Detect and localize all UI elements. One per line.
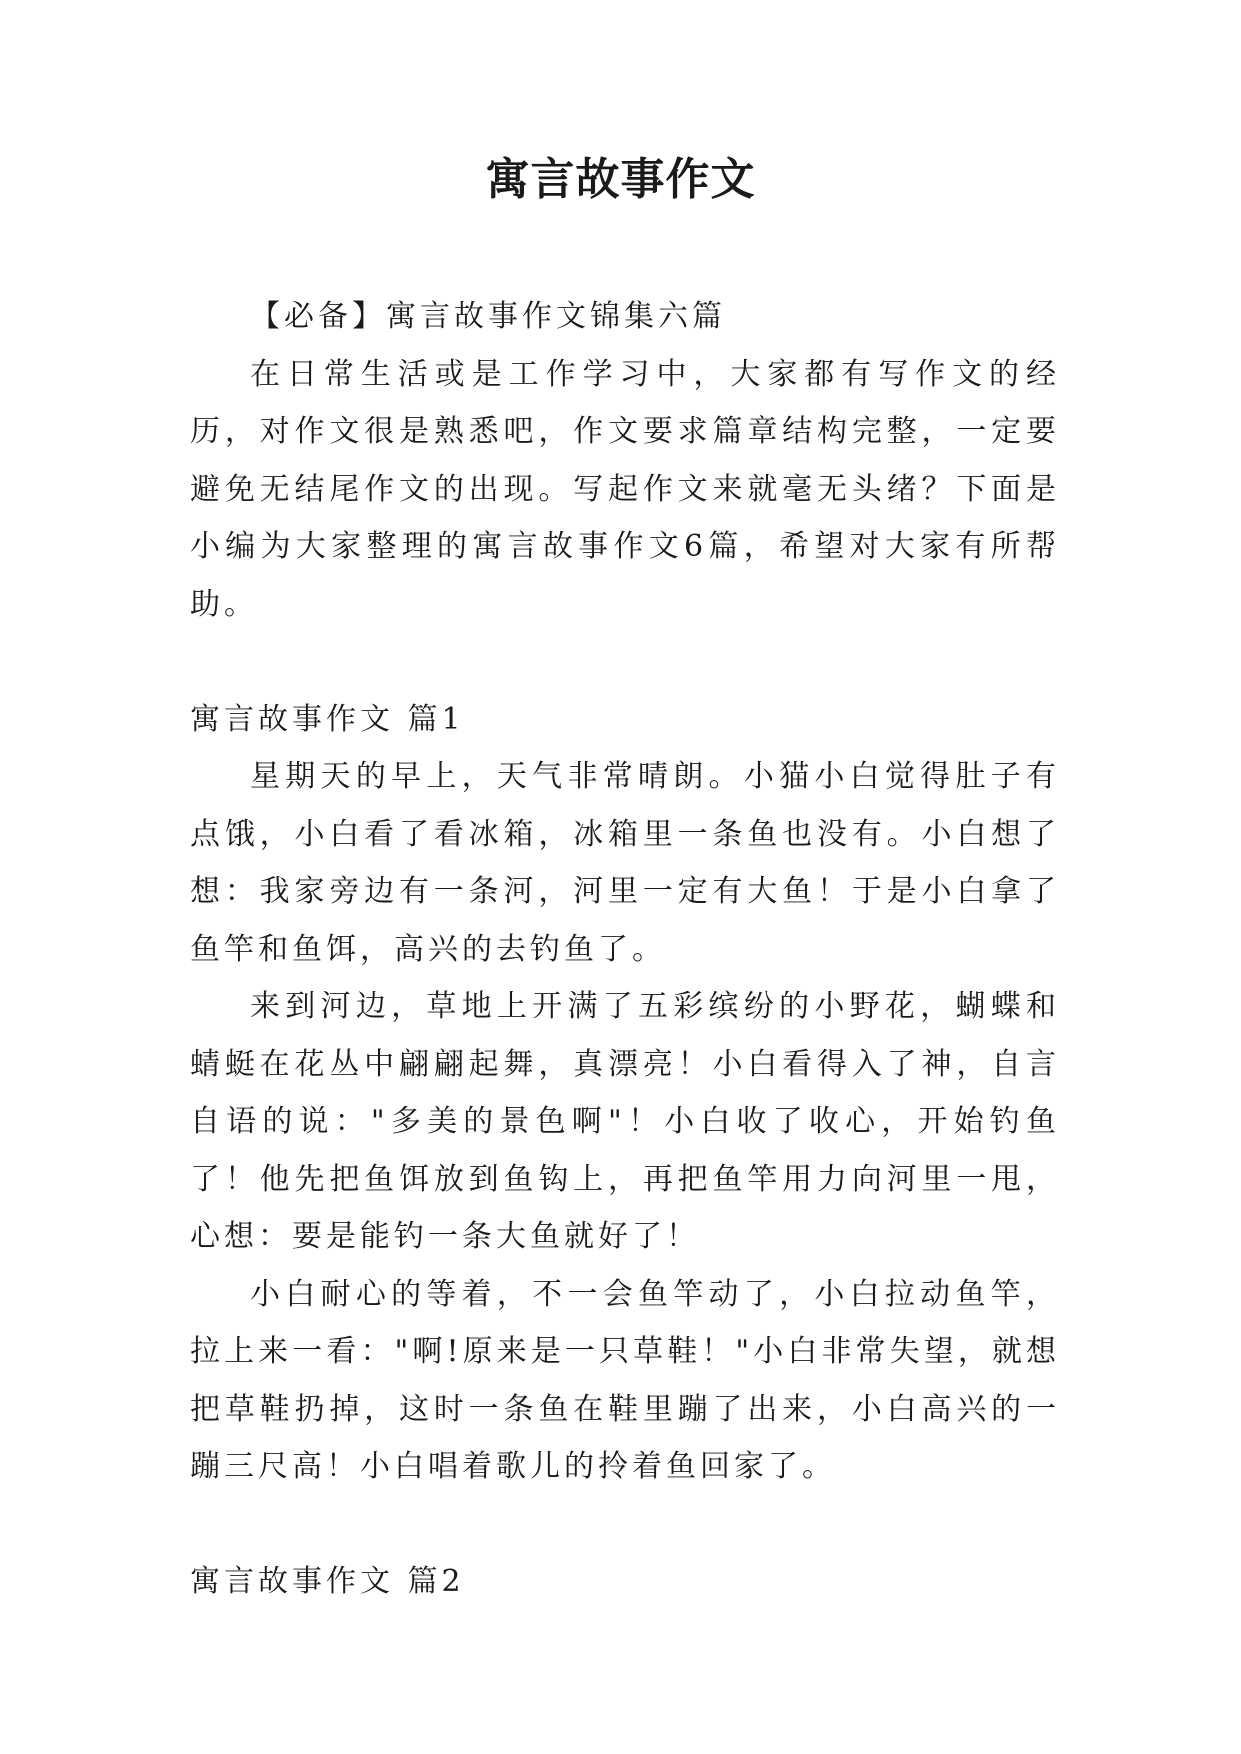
section-heading-2: 寓言故事作文 篇2 (190, 1564, 465, 1599)
document-title: 寓言故事作文 (485, 154, 756, 205)
document-body (190, 288, 1060, 1611)
section-spacer (190, 1496, 1060, 1554)
section-heading-1: 寓言故事作文 篇1 (190, 701, 465, 737)
intro-paragraph: 在日常生活或是工作学习中，大家都有写作文的经历，对作文很是熟悉吧，作文要求篇章结构完整，一定要避免无结尾作文的出现。写起作文来就毫无头绪？下面是小编为大家整理的寓言故事作文6篇，希望对大家有所帮助。 (190, 356, 1060, 622)
section-1-paragraph-3: 小白耐心的等着，不一会鱼竿动了，小白拉动鱼竿，拉上来一看："啊!原来是一只草鞋！"小白非常失望，就想把草鞋扔掉，这时一条鱼在鞋里蹦了出来，小白高兴的一蹦三尺高！小白唱着歌儿的拎着鱼回家了。 (190, 1276, 1060, 1484)
document-subtitle: 【必备】寓言故事作文锦集六篇 (250, 299, 726, 334)
section-1-paragraph-2: 来到河边，草地上开满了五彩缤纷的小野花，蝴蝶和蜻蜓在花丛中翩翩起舞，真漂亮！小白看得入了神，自言自语的说："多美的景色啊"！小白收了收心，开始钓鱼了！他先把鱼饵放到鱼钩上，再把鱼竿用力向河里一甩，心想：要是能钓一条大鱼就好了！ (190, 989, 1060, 1254)
section-spacer (190, 633, 1060, 691)
section-1-paragraph-1: 星期天的早上，天气非常晴朗。小猫小白觉得肚子有点饿，小白看了看冰箱，冰箱里一条鱼也没有。小白想了想：我家旁边有一条河，河里一定有大鱼！于是小白拿了鱼竿和鱼饵，高兴的去钓鱼了。 (190, 759, 1060, 967)
